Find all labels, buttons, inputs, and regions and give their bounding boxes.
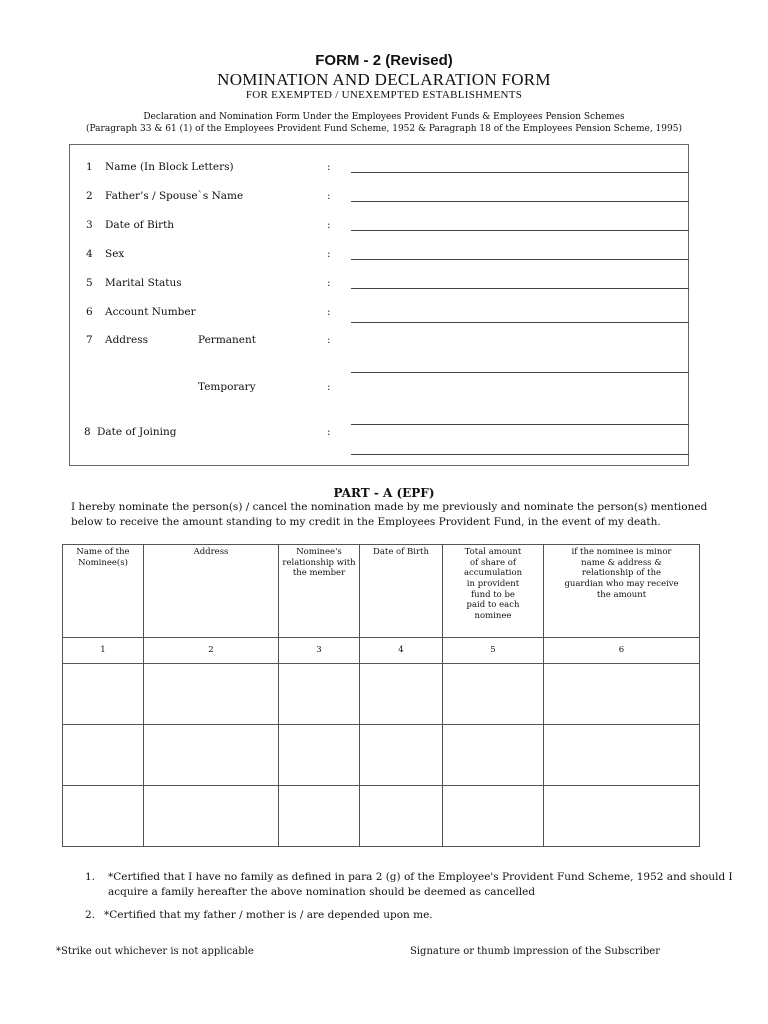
field-number: 2 [86, 190, 93, 202]
table-cell[interactable] [443, 786, 544, 847]
address-permanent-label: Permanent [198, 334, 257, 346]
column-index: 2 [144, 638, 279, 664]
field-colon: : [327, 248, 331, 260]
name-input-line[interactable] [351, 172, 689, 173]
field-colon: : [327, 277, 331, 289]
form-number-title: FORM - 2 (Revised) [315, 52, 453, 69]
field-label-name: Name (In Block Letters) [105, 161, 234, 173]
field-number: 3 [86, 219, 93, 231]
dob-input-line[interactable] [351, 230, 689, 231]
table-cell[interactable] [360, 786, 443, 847]
table-cell[interactable] [360, 725, 443, 786]
form-subtitle: FOR EXEMPTED / UNEXEMPTED ESTABLISHMENTS [245, 89, 523, 101]
field-number: 4 [86, 248, 93, 260]
table-cell[interactable] [544, 786, 700, 847]
sex-input-line[interactable] [351, 259, 689, 260]
table-cell[interactable] [144, 664, 279, 725]
nominee-table [62, 544, 700, 847]
table-cell[interactable] [279, 725, 360, 786]
declaration-line-2: (Paragraph 33 & 61 (1) of the Employees Provident Fund Scheme, 1952 & Paragraph 18 of the Employees Pension Scheme, 1995) [86, 124, 682, 134]
field-colon: : [327, 219, 331, 231]
field-colon: : [327, 190, 331, 202]
table-cell[interactable] [544, 664, 700, 725]
table-cell[interactable] [144, 725, 279, 786]
table-row [63, 786, 700, 847]
part-a-intro-line-1: I hereby nominate the person(s) / cancel the nomination made by me previously and nominate the person(s) mentioned [71, 501, 708, 513]
table-cell[interactable] [544, 725, 700, 786]
table-row [63, 664, 700, 725]
certification-number: 1. [85, 871, 96, 883]
field-colon: : [327, 426, 331, 438]
field-label-sex: Sex [105, 248, 125, 260]
column-index: 6 [544, 638, 700, 664]
field-number: 5 [86, 277, 93, 289]
column-index: 3 [279, 638, 360, 664]
field-number: 1 [86, 161, 93, 173]
temporary-address-input-line[interactable] [351, 424, 689, 425]
table-cell[interactable] [279, 664, 360, 725]
table-index-row [63, 638, 700, 664]
permanent-address-input-line[interactable] [351, 372, 689, 373]
field-colon: : [327, 306, 331, 318]
field-label-father-spouse: Father’s / Spouse`s Name [105, 190, 244, 202]
father-spouse-input-line[interactable] [351, 201, 689, 202]
table-cell[interactable] [144, 786, 279, 847]
field-colon: : [327, 381, 331, 393]
table-row [63, 725, 700, 786]
strike-out-note: *Strike out whichever is not applicable [56, 946, 254, 957]
part-a-title: PART - A (EPF) [333, 486, 435, 500]
header-date-of-birth: Date of Birth [360, 545, 443, 638]
header-relationship: Nominee's relationship with the member [279, 545, 360, 638]
table-cell[interactable] [63, 725, 144, 786]
header-guardian: if the nominee is minor name & address & relationship of the guardian who may receive the amount [544, 545, 700, 638]
form-main-title: NOMINATION AND DECLARATION FORM [217, 70, 551, 89]
certification-1-line-2: acquire a family hereafter the above nomination should be deemed as cancelled [108, 886, 536, 898]
marital-status-input-line[interactable] [351, 288, 689, 289]
part-a-intro-line-2: below to receive the amount standing to my credit in the Employees Provident Fund, in the event of my death. [71, 516, 661, 528]
field-label-address: Address [105, 334, 149, 346]
certification-number: 2. [85, 909, 96, 921]
column-index: 1 [63, 638, 144, 664]
table-cell[interactable] [443, 664, 544, 725]
address-temporary-label: Temporary [198, 381, 256, 393]
table-cell[interactable] [443, 725, 544, 786]
table-cell[interactable] [63, 786, 144, 847]
table-cell[interactable] [63, 664, 144, 725]
header-nominee-name: Name of the Nominee(s) [63, 545, 144, 638]
header-address: Address [144, 545, 279, 638]
table-cell[interactable] [279, 786, 360, 847]
signature-label: Signature or thumb impression of the Subscriber [410, 946, 660, 957]
column-index: 4 [360, 638, 443, 664]
field-label-marital-status: Marital Status [105, 277, 182, 289]
field-label-dob: Date of Birth [105, 219, 175, 231]
table-header-row [63, 545, 700, 638]
field-label-account-number: Account Number [105, 306, 196, 318]
certification-1-line-1: *Certified that I have no family as defined in para 2 (g) of the Employee's Provident Fund Scheme, 1952 and should I [108, 871, 733, 883]
field-label-date-of-joining: Date of Joining [97, 426, 177, 438]
field-number: 8 [84, 426, 91, 438]
declaration-line-1: Declaration and Nomination Form Under the Employees Provident Funds & Employees Pension Schemes [143, 112, 625, 122]
field-colon: : [327, 334, 331, 346]
header-share-amount: Total amount of share of accumulation in provident fund to be paid to each nominee [443, 545, 544, 638]
certification-2-line-1: *Certified that my father / mother is / are depended upon me. [104, 909, 433, 921]
table-cell[interactable] [360, 664, 443, 725]
date-of-joining-input-line[interactable] [351, 454, 689, 455]
account-number-input-line[interactable] [351, 322, 689, 323]
column-index: 5 [443, 638, 544, 664]
field-colon: : [327, 161, 331, 173]
field-number: 7 [86, 334, 93, 346]
field-number: 6 [86, 306, 93, 318]
